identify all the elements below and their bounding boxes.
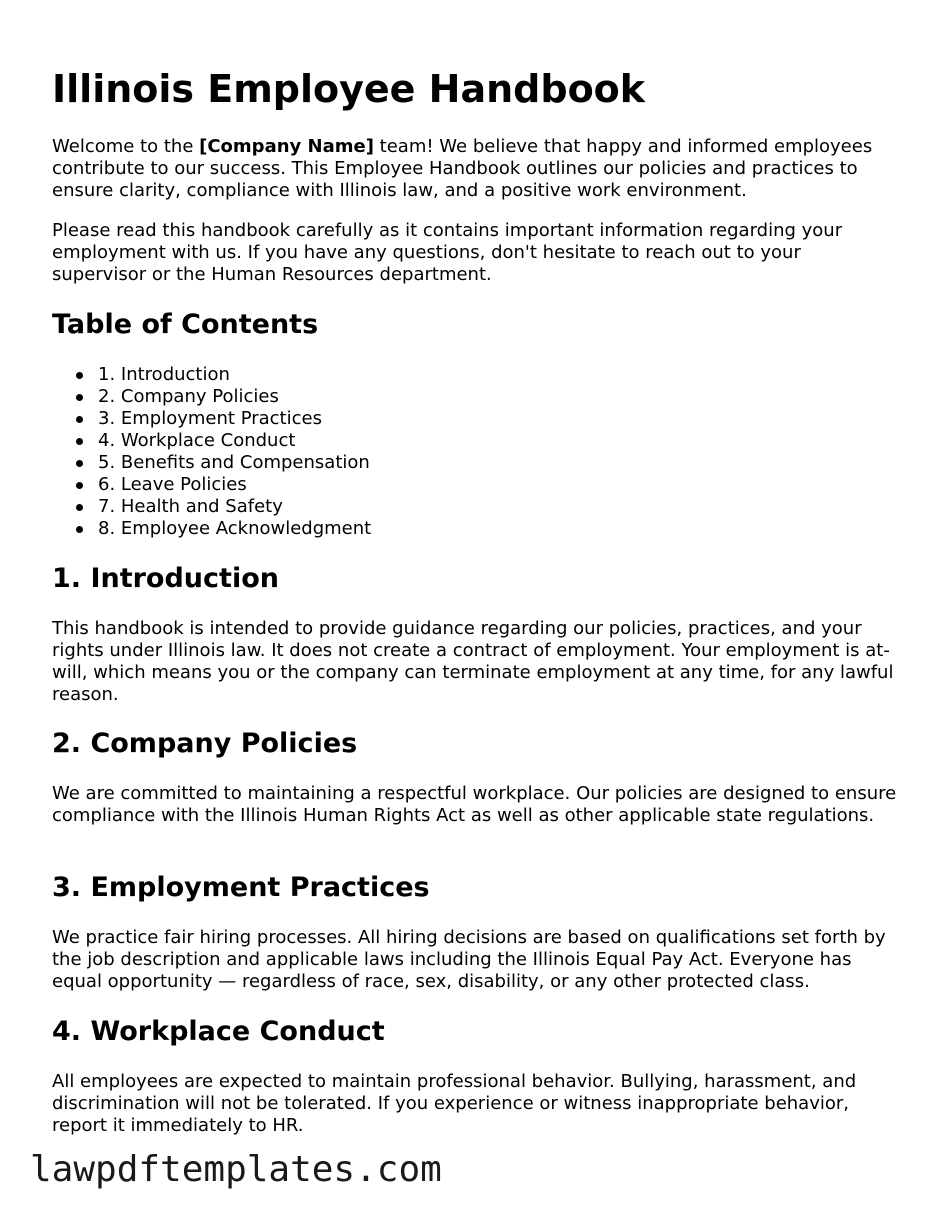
bullet-icon bbox=[76, 482, 83, 489]
toc-item-health-safety: 7. Health and Safety bbox=[52, 496, 898, 518]
toc-item-company-policies: 2. Company Policies bbox=[52, 386, 898, 408]
section-body-employment-practices: We practice fair hiring processes. All hiring decisions are based on qualifications set forth by the job description and applicable laws including the Illinois Equal Pay Act. Everyone has equal opportunity — regardless of race, sex, disability, or any other protected class. bbox=[52, 927, 886, 992]
section-body-company-policies: We are committed to maintaining a respectful workplace. Our policies are designed to ensure compliance with the Illinois Human Rights Act as well as other applicable state regulations. bbox=[52, 783, 897, 826]
intro-text-pre: Welcome to the bbox=[52, 136, 200, 157]
page-title: Illinois Employee Handbook bbox=[52, 67, 646, 111]
toc-item-employment-practices: 3. Employment Practices bbox=[52, 408, 898, 430]
bullet-icon bbox=[76, 504, 83, 511]
toc-item-introduction: 1. Introduction bbox=[52, 364, 898, 386]
section-body-workplace-conduct: All employees are expected to maintain professional behavior. Bullying, harassment, and discrimination will not be tolerated. If you experience or witness inappropriate behavior, report it immediately to HR. bbox=[52, 1071, 857, 1136]
bullet-icon bbox=[76, 438, 83, 445]
toc-heading: Table of Contents bbox=[52, 309, 319, 340]
table-of-contents bbox=[52, 364, 898, 540]
site-watermark: lawpdftemplates.com bbox=[30, 1149, 442, 1190]
section-body-introduction: This handbook is intended to provide guidance regarding our policies, practices, and your rights under Illinois law. It does not create a contract of employment. Your employment is at-will, which means you or the company can terminate employment at any time, for any lawful reason. bbox=[52, 618, 894, 705]
bullet-icon bbox=[76, 394, 83, 401]
bullet-icon bbox=[76, 416, 83, 423]
bullet-icon bbox=[76, 526, 83, 533]
section-heading-employment-practices: 3. Employment Practices bbox=[52, 872, 430, 903]
intro-text-post: team! We believe that happy and informed employees contribute to our success. This Employee Handbook outlines our policies and practices to ensure clarity, compliance with Illinois law, and a positive work environment. bbox=[52, 136, 873, 201]
bullet-icon bbox=[76, 372, 83, 379]
intro-paragraph bbox=[52, 136, 898, 202]
bullet-icon bbox=[76, 460, 83, 467]
section-heading-workplace-conduct: 4. Workplace Conduct bbox=[52, 1016, 385, 1047]
section-heading-company-policies: 2. Company Policies bbox=[52, 728, 358, 759]
toc-item-benefits: 5. Benefits and Compensation bbox=[52, 452, 898, 474]
intro-paragraph-2: Please read this handbook carefully as it contains important information regarding your employment with us. If you have any questions, don't hesitate to reach out to your supervisor or the Human Resources department. bbox=[52, 220, 843, 285]
toc-item-acknowledgment: 8. Employee Acknowledgment bbox=[52, 518, 898, 540]
section-heading-introduction: 1. Introduction bbox=[52, 563, 279, 594]
toc-item-leave-policies: 6. Leave Policies bbox=[52, 474, 898, 496]
toc-item-workplace-conduct: 4. Workplace Conduct bbox=[52, 430, 898, 452]
company-name-placeholder: [Company Name] bbox=[199, 136, 374, 157]
